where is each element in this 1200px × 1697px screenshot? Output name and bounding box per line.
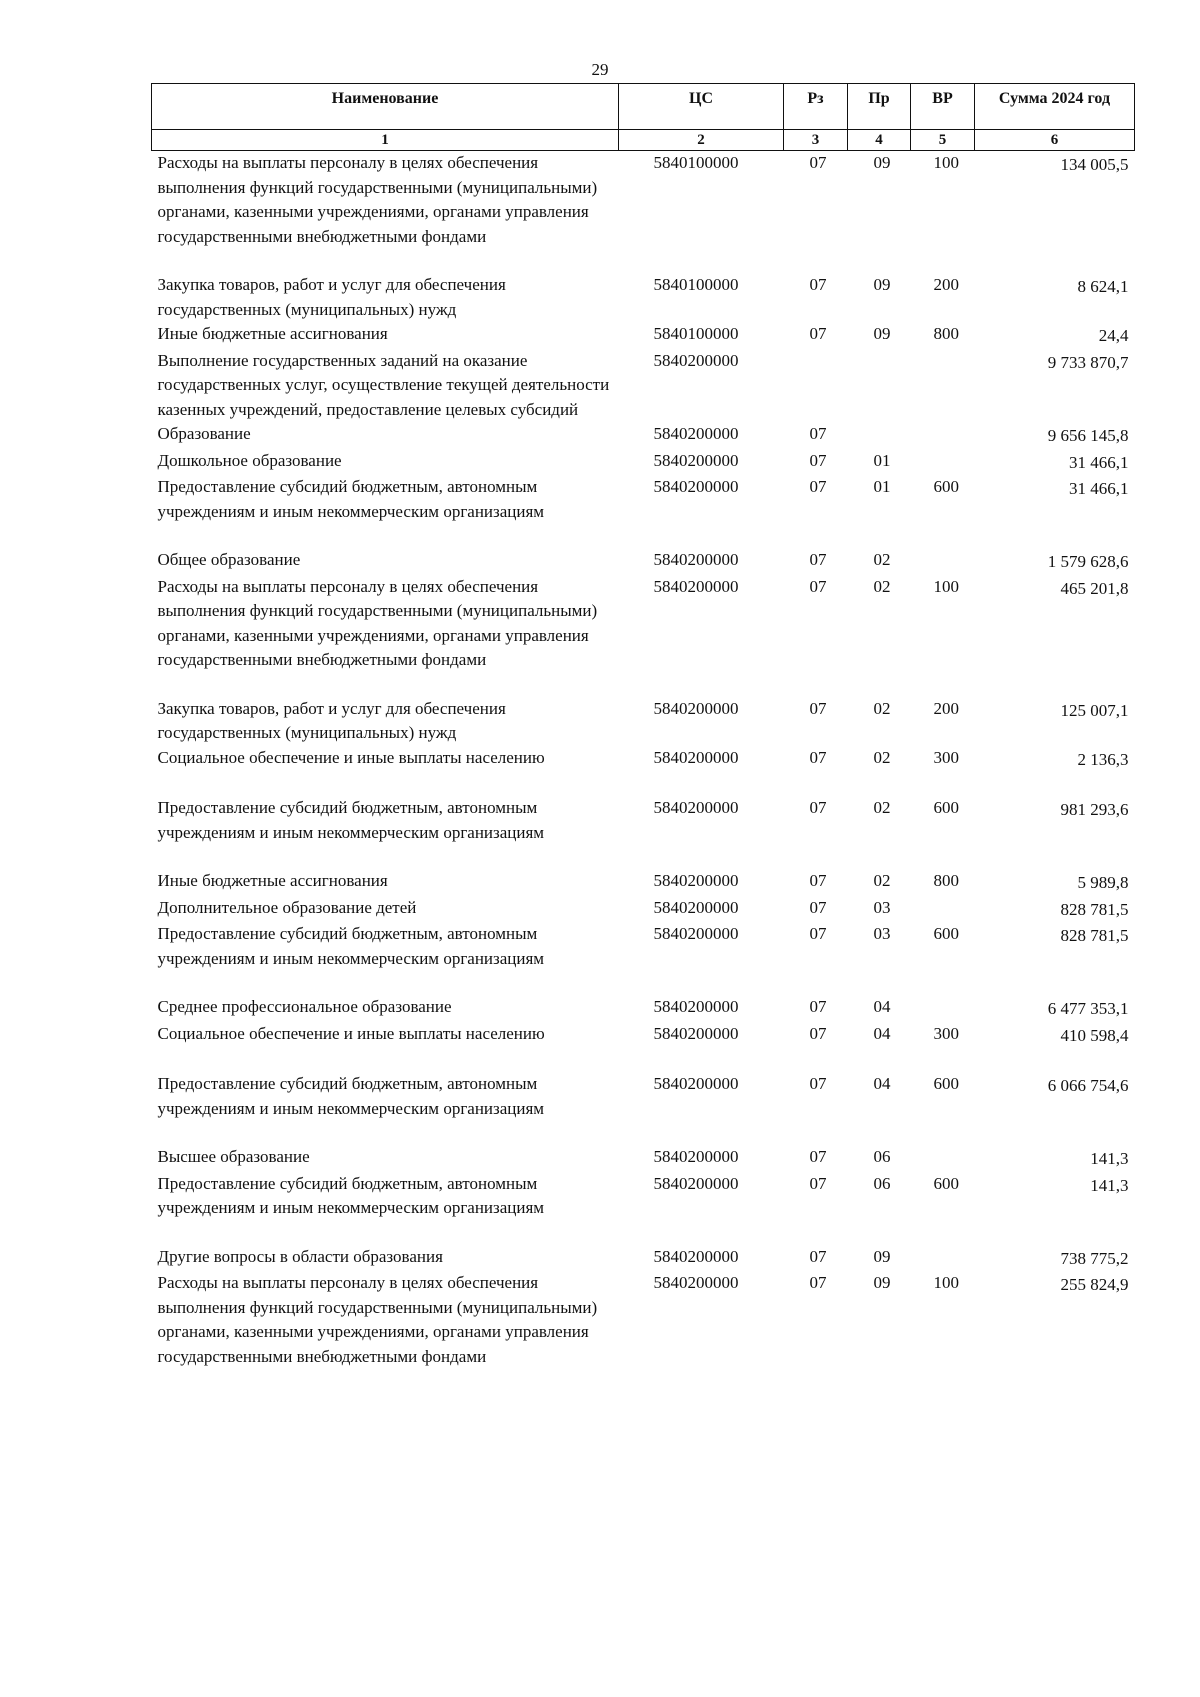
row-name: Высшее образование (157, 1147, 310, 1166)
row-name: Предоставление субсидий бюджетным, автономным учреждениям и иным некоммерческим организациям (157, 477, 545, 521)
row-rz: 07 (809, 1023, 827, 1043)
row-pr: 02 (873, 576, 891, 596)
row-pr: 06 (873, 1147, 891, 1166)
row-cs: 5840200000 (653, 924, 739, 943)
row-vr (911, 1145, 975, 1172)
row-rz (784, 349, 848, 423)
row-rz: 07 (809, 871, 827, 890)
column-number: 1 (152, 130, 619, 151)
table-row (152, 422, 1135, 449)
row-cs: 5840200000 (653, 897, 739, 917)
row-sum: 981 293,6 (1060, 800, 1129, 819)
table-row (152, 1245, 1135, 1272)
row-pr: 09 (873, 324, 891, 343)
row-name: Предоставление субсидий бюджетным, автономным учреждениям и иным некоммерческим организациям (157, 1173, 545, 1217)
header-rz: Рз (784, 84, 848, 130)
row-pr (848, 422, 911, 449)
table-header (152, 84, 1135, 151)
row-rz: 07 (809, 924, 827, 943)
row-sum: 31 466,1 (1069, 479, 1129, 498)
row-name: Социальное обеспечение и иные выплаты населению (157, 1023, 545, 1043)
header-cs: ЦС (619, 84, 784, 130)
row-cs: 5840200000 (653, 698, 739, 718)
row-cs: 5840200000 (653, 1246, 739, 1266)
row-name: Расходы на выплаты персоналу в целях обеспечения выполнения функций государственными (муниципальными) органами, казенными учреждениями, органами управления государственными внебюджетными фондами (157, 576, 598, 669)
row-sum: 410 598,4 (1060, 1025, 1129, 1045)
table-row (152, 449, 1135, 476)
row-sum: 6 066 754,6 (1047, 1076, 1129, 1095)
row-vr (911, 548, 975, 575)
header-sum: Сумма 2024 год (975, 84, 1135, 130)
row-rz: 07 (809, 424, 827, 443)
row-cs: 5840200000 (653, 747, 739, 767)
row-sum: 5 989,8 (1077, 873, 1129, 892)
row-vr (911, 422, 975, 449)
row-pr: 09 (873, 275, 891, 294)
row-rz: 07 (809, 997, 827, 1016)
row-name: Общее образование (157, 550, 301, 569)
row-name: Другие вопросы в области образования (157, 1246, 443, 1266)
row-rz: 07 (809, 1074, 827, 1093)
row-cs: 5840200000 (653, 1023, 739, 1043)
table-row (152, 1172, 1135, 1245)
column-number: 5 (911, 130, 975, 151)
row-cs: 5840200000 (653, 997, 739, 1016)
row-sum: 1 579 628,6 (1047, 552, 1129, 571)
table-row (152, 349, 1135, 423)
row-sum: 2 136,3 (1077, 749, 1129, 769)
row-vr: 600 (933, 1173, 959, 1193)
row-sum: 9 733 870,7 (1047, 352, 1129, 372)
table-row (152, 575, 1135, 697)
row-cs: 5840200000 (653, 1173, 739, 1193)
row-name: Закупка товаров, работ и услуг для обеспечения государственных (муниципальных) нужд (157, 275, 506, 319)
table-row (152, 896, 1135, 923)
row-pr: 02 (873, 550, 891, 569)
header-name: Наименование (152, 84, 619, 130)
row-pr: 09 (873, 153, 891, 172)
row-vr (911, 896, 975, 923)
table-row (152, 796, 1135, 869)
row-name: Дополнительное образование детей (157, 897, 417, 917)
row-cs: 5840200000 (653, 477, 739, 496)
row-rz: 07 (809, 1273, 827, 1292)
row-sum: 738 775,2 (1060, 1248, 1129, 1268)
row-sum: 125 007,1 (1060, 700, 1129, 720)
row-rz: 07 (809, 698, 827, 718)
row-pr: 04 (873, 1023, 891, 1043)
row-vr: 100 (933, 1273, 959, 1292)
row-rz: 07 (809, 798, 827, 817)
row-name: Иные бюджетные ассигнования (157, 324, 388, 343)
table-row (152, 273, 1135, 322)
header-pr: Пр (848, 84, 911, 130)
row-rz: 07 (809, 1147, 827, 1166)
row-vr: 200 (933, 698, 959, 718)
row-cs: 5840200000 (653, 350, 739, 370)
header-vr: ВР (911, 84, 975, 130)
table-row (152, 151, 1135, 274)
row-pr: 04 (873, 997, 891, 1016)
row-vr (911, 349, 975, 423)
table-body (152, 151, 1135, 1370)
table-row (152, 548, 1135, 575)
table-row (152, 1072, 1135, 1145)
row-cs: 5840100000 (653, 275, 739, 294)
column-number: 3 (784, 130, 848, 151)
row-vr: 200 (933, 275, 959, 294)
table-row (152, 475, 1135, 548)
row-sum: 24,4 (1098, 326, 1129, 345)
row-name: Иные бюджетные ассигнования (157, 871, 388, 890)
row-vr: 100 (933, 153, 959, 172)
row-name: Среднее профессиональное образование (157, 997, 452, 1016)
row-cs: 5840200000 (653, 550, 739, 569)
column-number: 6 (975, 130, 1135, 151)
row-sum: 9 656 145,8 (1047, 426, 1129, 445)
row-rz: 07 (809, 1246, 827, 1266)
row-cs: 5840200000 (653, 1074, 739, 1093)
row-pr: 04 (873, 1074, 891, 1093)
row-rz: 07 (809, 477, 827, 496)
row-cs: 5840200000 (653, 424, 739, 443)
table-row (152, 1145, 1135, 1172)
row-cs: 5840200000 (653, 871, 739, 890)
table-row (152, 922, 1135, 995)
row-vr: 600 (933, 477, 959, 496)
row-sum: 6 477 353,1 (1047, 999, 1129, 1018)
row-rz: 07 (809, 550, 827, 569)
table-row (152, 869, 1135, 896)
column-number: 2 (619, 130, 784, 151)
row-rz: 07 (809, 897, 827, 917)
row-pr: 01 (873, 450, 891, 470)
row-vr: 800 (933, 871, 959, 890)
row-name: Выполнение государственных заданий на оказание государственных услуг, осуществление текущей деятельности казенных учреждений, предоставление целевых субсидий (157, 350, 610, 419)
row-sum: 255 824,9 (1060, 1275, 1129, 1294)
row-sum: 828 781,5 (1060, 899, 1129, 919)
row-rz: 07 (809, 747, 827, 767)
row-sum: 8 624,1 (1077, 277, 1129, 296)
table-row (152, 746, 1135, 797)
row-pr: 03 (873, 924, 891, 943)
row-name: Предоставление субсидий бюджетным, автономным учреждениям и иным некоммерческим организациям (157, 798, 545, 842)
column-number: 4 (848, 130, 911, 151)
row-sum: 134 005,5 (1060, 155, 1129, 174)
table-row (152, 322, 1135, 349)
row-pr: 09 (873, 1246, 891, 1266)
row-sum: 465 201,8 (1060, 578, 1129, 598)
table-row (152, 995, 1135, 1022)
row-vr: 600 (933, 924, 959, 943)
row-vr: 300 (933, 1023, 959, 1043)
row-vr: 300 (933, 747, 959, 767)
budget-table (151, 83, 1135, 1369)
row-cs: 5840100000 (653, 324, 739, 343)
row-cs: 5840200000 (653, 1273, 739, 1292)
row-pr: 09 (873, 1273, 891, 1292)
row-name: Образование (157, 424, 251, 443)
row-sum: 828 781,5 (1060, 926, 1129, 945)
row-pr: 02 (873, 798, 891, 817)
row-sum: 141,3 (1090, 1149, 1129, 1168)
row-pr: 02 (873, 698, 891, 718)
row-cs: 5840200000 (653, 1147, 739, 1166)
row-vr: 600 (933, 1074, 959, 1093)
row-rz: 07 (809, 450, 827, 470)
row-pr: 06 (873, 1173, 891, 1193)
row-vr (911, 449, 975, 476)
row-sum: 141,3 (1090, 1175, 1129, 1195)
row-name: Закупка товаров, работ и услуг для обеспечения государственных (муниципальных) нужд (157, 698, 506, 742)
row-name: Расходы на выплаты персоналу в целях обеспечения выполнения функций государственными (муниципальными) органами, казенными учреждениями, органами управления государственными внебюджетными фондами (157, 1273, 598, 1366)
row-cs: 5840200000 (653, 450, 739, 470)
row-cs: 5840200000 (653, 798, 739, 817)
row-vr (911, 995, 975, 1022)
row-rz: 07 (809, 153, 827, 172)
row-cs: 5840100000 (653, 153, 739, 172)
row-sum: 31 466,1 (1069, 452, 1129, 472)
row-pr (848, 349, 911, 423)
table-row (152, 697, 1135, 746)
row-pr: 03 (873, 897, 891, 917)
row-pr: 01 (873, 477, 891, 496)
row-rz: 07 (809, 275, 827, 294)
row-vr: 600 (933, 798, 959, 817)
row-name: Дошкольное образование (157, 450, 342, 470)
row-pr: 02 (873, 747, 891, 767)
page-number: 29 (591, 60, 609, 79)
row-cs: 5840200000 (653, 576, 739, 596)
row-pr: 02 (873, 871, 891, 890)
table-row (152, 1271, 1135, 1369)
row-rz: 07 (809, 576, 827, 596)
row-name: Социальное обеспечение и иные выплаты населению (157, 747, 545, 767)
row-vr (911, 1245, 975, 1272)
row-name: Расходы на выплаты персоналу в целях обеспечения выполнения функций государственными (муниципальными) органами, казенными учреждениями, органами управления государственными внебюджетными фондами (157, 153, 598, 246)
row-vr: 800 (933, 324, 959, 343)
row-rz: 07 (809, 324, 827, 343)
row-name: Предоставление субсидий бюджетным, автономным учреждениям и иным некоммерческим организациям (157, 1074, 545, 1118)
row-vr: 100 (933, 576, 959, 596)
row-name: Предоставление субсидий бюджетным, автономным учреждениям и иным некоммерческим организациям (157, 924, 545, 968)
row-rz: 07 (809, 1173, 827, 1193)
table-row (152, 1022, 1135, 1073)
